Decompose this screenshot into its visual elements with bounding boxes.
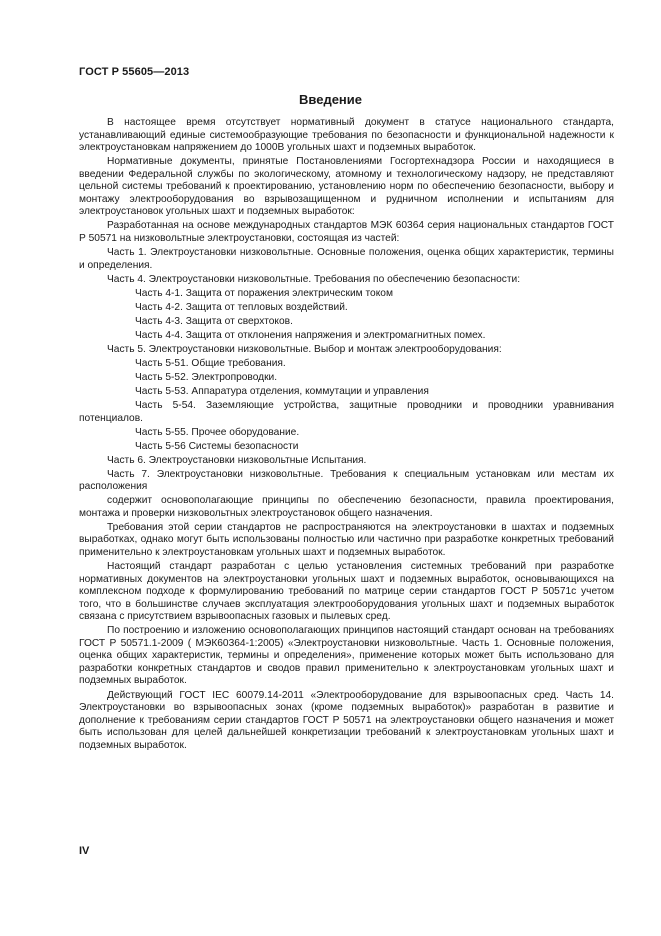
paragraph: Часть 5-55. Прочее оборудование. bbox=[135, 426, 300, 438]
paragraph: Требования этой серии стандартов не распространяются на электроустановки в шахтах и подземных выработках, однако могут быть использованы полностью или частично при разработке конкретных требований применительно к электроустановкам угольных шахт и подземных выработок. bbox=[79, 521, 614, 558]
paragraph: Часть 4. Электроустановки низковольтные. Требования по обеспечению безопасности: bbox=[107, 273, 521, 285]
paragraph: Часть 5-51. Общие требования. bbox=[135, 357, 286, 369]
paragraph: Часть 5-54. Заземляющие устройства, защитные проводники и проводники уравнивания потенциалов. bbox=[79, 399, 614, 424]
paragraph: Часть 4-4. Защита от отклонения напряжения и электромагнитных помех. bbox=[135, 329, 486, 341]
paragraph: Часть 7. Электроустановки низковольтные. Требования к специальным установкам или местам их расположения bbox=[79, 468, 614, 493]
paragraph: В настоящее время отсутствует нормативный документ в статусе национального стандарта, устанавливающий единые системообразующие требования по безопасности и функциональной надежности к электроустановкам напряжением до 1000В угольных шахт и подземных выработок. bbox=[79, 117, 614, 154]
page-header: ГОСТ Р 55605—2013 bbox=[79, 66, 190, 78]
paragraph: Часть 5-52. Электропроводки. bbox=[135, 371, 278, 383]
section-title: Введение bbox=[299, 92, 362, 107]
paragraph: Нормативные документы, принятые Постановлениями Госгортехнадзора России и находящиеся в введении Федеральной службы по экологическому, атомному и технологическому надзору, не представляют цельной системы требований к проектированию, установлению норм по обеспечению безопасности, выбору и монтажу электрооборудования во взрывозащищенном и рудничном исполнении и испытаниям для электроустановок угольных шахт и подземных выработок: bbox=[79, 156, 614, 218]
page-number: IV bbox=[79, 845, 90, 857]
paragraph: Разработанная на основе международных стандартов МЭК 60364 серия национальных стандартов ГОСТ Р 50571 на низковольтные электроустановки, состоящая из частей: bbox=[79, 220, 614, 244]
paragraph: содержит основополагающие принципы по обеспечению безопасности, правила проектирования, монтажа и проверки низковольтных электроустановок общего назначения. bbox=[79, 495, 614, 519]
paragraph: Часть 5-56 Системы безопасности bbox=[135, 440, 299, 452]
paragraph: Часть 1. Электроустановки низковольтные. Основные положения, оценка общих характеристик, термины и определения. bbox=[79, 246, 614, 271]
paragraph: Часть 4-3. Защита от сверхтоков. bbox=[135, 315, 293, 327]
document-body bbox=[79, 117, 614, 754]
paragraph: Часть 4-2. Защита от тепловых воздействий. bbox=[135, 301, 348, 313]
paragraph: Настоящий стандарт разработан с целью установления системных требований при разработке нормативных документов на электроустановки угольных шахт и подземных выработок, основывающихся на комплексном подходе к формулированию требований по матрице серии стандартов ГОСТ Р 50571с учетом того, что в большинстве случаев эксплуатация электрооборудования угольных шахт и подземных выработок связана с присутствием взрывоопасных газовых и пылевых сред. bbox=[79, 561, 614, 623]
paragraph: Действующий ГОСТ IEC 60079.14-2011 «Электрооборудование для взрывоопасных сред. Часть 14. Электроустановки во взрывоопасных зонах (кроме подземных выработок)» разработан в развитие и дополнение к требованиям серии стандартов ГОСТ Р 50571 на электроустановки общего назначения и может быть использован для целей дальнейшей конкретизации требований к электроустановкам угольных шахт и подземных выработок. bbox=[79, 689, 614, 751]
paragraph: Часть 5-53. Аппаратура отделения, коммутации и управления bbox=[135, 385, 429, 397]
paragraph: Часть 4-1. Защита от поражения электрическим током bbox=[135, 287, 393, 299]
paragraph: По построению и изложению основополагающих принципов настоящий стандарт основан на требованиях ГОСТ Р 50571.1-2009 ( МЭК60364-1:2005) «Электроустановки низковольтные. Часть 1. Основные положения, оценка общих характеристик, термины и определения», применение которых может быть использовано для разработки конкретных стандартов и сводов правил применительно к электроустановкам угольных шахт и подземных выработок. bbox=[79, 625, 614, 687]
paragraph: Часть 5. Электроустановки низковольтные. Выбор и монтаж электрооборудования: bbox=[107, 343, 502, 355]
paragraph: Часть 6. Электроустановки низковольтные Испытания. bbox=[107, 454, 367, 466]
